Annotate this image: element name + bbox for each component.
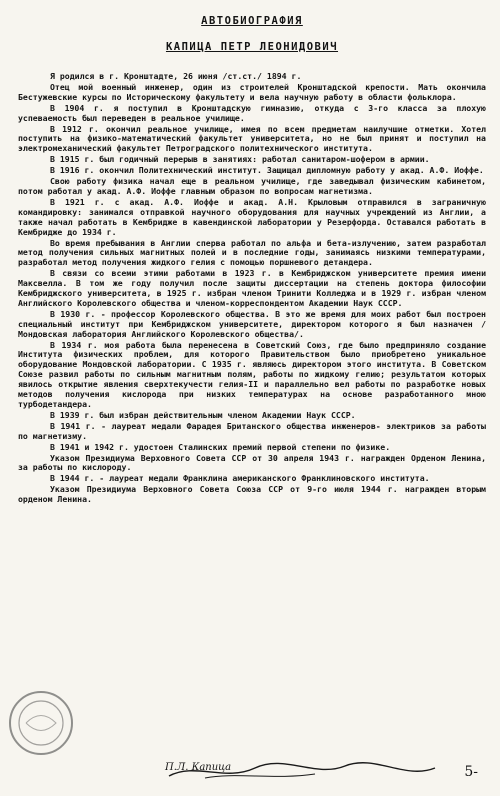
round-stamp-icon — [6, 688, 76, 758]
paragraph: В 1904 г. я поступил в Кронштадскую гимназию, откуда с 3-го класса за плохую успеваемость был переведен в реальное училище. — [18, 102, 486, 123]
paragraph: Отец мой военный инженер, один из строителей Кронштадской крепости. Мать окончила Бестужевские курсы по Историческому факультету и вела научную работу в области фольклора. — [18, 81, 486, 102]
paragraph: В 1944 г. - лауреат медали Франклина американского Франклиновского института. — [50, 473, 430, 484]
paragraph: Указом Президиума Верховного Совета ССР от 30 апреля 1943 г. награжден Орденом Ленина, за работы по кислороду. — [18, 452, 486, 473]
paragraph: Свою работу физика начал еще в реальном училище, где заведывал физическим кабинетом, потом работал у акад. А.Ф. Иоффе главным образом по вопросам магнетизма. — [18, 176, 486, 196]
paragraph: В 1916 г. окончил Политехнический институт. Защищал дипломную работу у акад. А.Ф. Иоффе. — [50, 165, 484, 176]
page-mark: 5- — [464, 764, 478, 780]
paragraph: Во время пребывания в Англии сперва работал по альфа и бета-излучению, затем разработал метод получения сильных магнитных полей и в последние годы, занимаясь низкими температурами, разработал метод получения жидкого гелия с помощью поршневого детандера. — [18, 237, 486, 268]
paragraph: В 1915 г. был годичный перерыв в занятиях: работал санитаром-шофером в армии. — [50, 154, 430, 165]
paragraph: В связи со всеми этими работами в 1923 г. в Кембриджском университете премия имени Максвелла. В том же году получил после защиты диссертации на степень доктора философии Кембриджского университета, в 1925 г. избран членом Тринити Колледжа и в 1929 г. избран членом Английского Королевского общества и членом-корреспондентом Академии Наук СССР. — [18, 268, 486, 308]
paragraph: Указом Президиума Верховного Совета Союза ССР от 9-го июля 1944 г. награжден вторым орденом Ленина. — [18, 484, 486, 505]
paragraph: В 1941 г. - лауреат медали Фарадея Британского общества инженеров- электриков за работы по магнетизму. — [18, 420, 486, 441]
paragraph: В 1930 г. - профессор Королевского общества. В это же время для моих работ был построен специальный институт при Кембриджском университете, директором которого я был назначен /Мондовская лаборатория Английского Королевского общества/. — [18, 308, 486, 339]
paragraph: Я родился в г. Кронштадте, 26 июня /ст.ст./ 1894 г. — [50, 71, 302, 81]
document-subtitle: КАПИЦА ПЕТР ЛЕОНИДОВИЧ — [165, 41, 339, 53]
paragraph: В 1939 г. был избран действительным членом Академии Наук СССР. — [50, 409, 356, 420]
signature — [165, 758, 445, 784]
document-title: АВТОБИОГРАФИЯ — [201, 15, 303, 27]
paragraph: В 1921 г. с акад. А.Ф. Иоффе и акад. А.Н. Крыловым отправился в заграничную командировку: занимался отправкой научного оборудования для научных учреждений из Англии, а также начал работать в Кембридже в кавендинской лаборатории у Резерфорда. Оставался работать в Кембридже до 1934 г. — [18, 196, 486, 237]
paragraph: В 1912 г. окончил реальное училище, имея по всем предметам наилучшие отметки. Хотел поступить на физико-математический факультет университета, но не был принят и поступил на электромеханический факультет Петроградского политехнического института. — [18, 123, 486, 154]
signature-text: П.Л. Капица — [165, 762, 232, 773]
paragraph: В 1941 и 1942 г. удостоен Сталинских премий первой степени по физике. — [50, 441, 391, 452]
paragraph: В 1934 г. моя работа была перенесена в Советский Союз, где было предприняло создание Института физических проблем, для которого Правительством было приобретено уникальное оборудование Мондовской лаборатории. С 1935 г. являюсь директором этого института. В Советском Союзе развил работы по сильным магнитным полям, работы по жидкому гелию; результатом которых явилось открытие явления сверхтекучести гелия-II и параллельно вел работы по разработке новых методов получения кислорода при низких температурах на основе разработанного мною турбодетандера. — [18, 339, 486, 409]
document-body — [18, 72, 486, 505]
